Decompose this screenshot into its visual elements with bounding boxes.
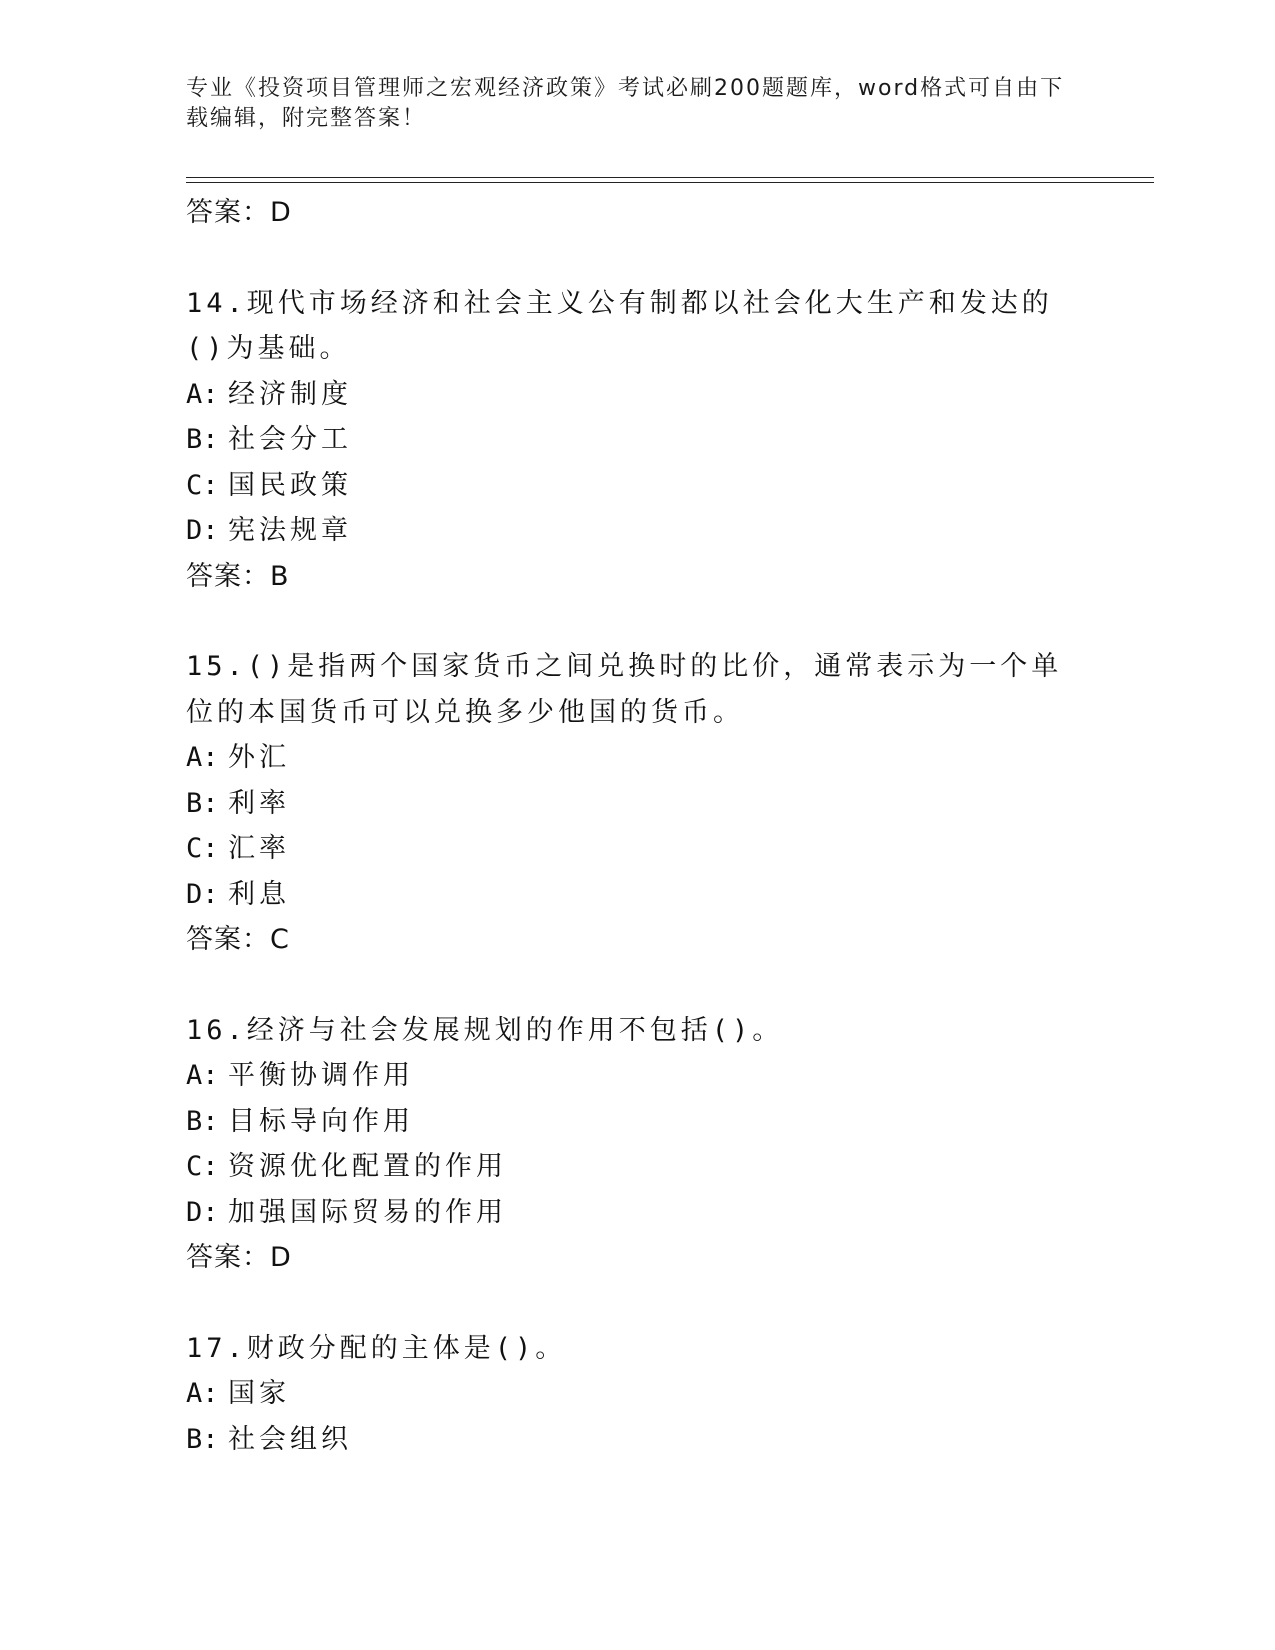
- option-label: B:: [186, 787, 219, 819]
- option-text: 利率: [228, 787, 290, 819]
- option-text: 社会组织: [228, 1423, 352, 1455]
- header-divider-line-2: [186, 182, 1154, 183]
- option-text: 加强国际贸易的作用: [228, 1196, 507, 1228]
- option-text: 利息: [228, 878, 290, 910]
- option-label: A:: [186, 1060, 219, 1091]
- question-block: [186, 281, 1066, 600]
- question-text: 15.()是指两个国家货币之间兑换时的比价，通常表示为一个单位的本国货币可以兑换多少他国的货币。: [186, 651, 1063, 728]
- option-label: D:: [186, 515, 219, 546]
- question-block: [186, 644, 1066, 963]
- option-item: [186, 781, 1066, 827]
- spacer: [186, 236, 1066, 281]
- option-item: [186, 1144, 1066, 1190]
- option-label: B:: [186, 424, 219, 455]
- option-item: [186, 826, 1066, 872]
- answer-line: 答案：D: [186, 197, 292, 228]
- question-text: 14.现代市场经济和社会主义公有制都以社会化大生产和发达的()为基础。: [186, 287, 1053, 364]
- option-label: C:: [186, 833, 219, 864]
- option-item: [186, 1099, 1066, 1145]
- option-text: 平衡协调作用: [228, 1060, 414, 1091]
- header-divider-line: [186, 177, 1154, 178]
- question-text: 16.经济与社会发展规划的作用不包括()。: [186, 1014, 784, 1046]
- option-text: 国家: [228, 1378, 290, 1409]
- page-header: 专业《投资项目管理师之宏观经济政策》考试必刷200题题库，word格式可自由下载编辑，附完整答案！: [186, 76, 1065, 131]
- option-label: B:: [186, 1423, 219, 1455]
- option-item: [186, 1417, 1066, 1463]
- option-text: 经济制度: [228, 378, 352, 410]
- option-label: A:: [186, 1378, 219, 1409]
- option-item: [186, 508, 1066, 554]
- option-label: A:: [186, 742, 219, 773]
- question-text: 17.财政分配的主体是()。: [186, 1332, 567, 1364]
- option-text: 目标导向作用: [228, 1105, 414, 1137]
- option-item: [186, 735, 1066, 781]
- option-item: [186, 463, 1066, 509]
- option-text: 国民政策: [228, 469, 352, 501]
- answer-line: 答案：B: [186, 560, 290, 592]
- option-text: 资源优化配置的作用: [228, 1151, 507, 1182]
- option-item: [186, 1371, 1066, 1417]
- option-label: D:: [186, 1196, 219, 1228]
- spacer: [186, 963, 1066, 1008]
- question-list: [186, 190, 1066, 1462]
- option-item: [186, 872, 1066, 918]
- option-label: A:: [186, 378, 219, 410]
- option-item: [186, 372, 1066, 418]
- option-item: [186, 1190, 1066, 1236]
- option-text: 宪法规章: [228, 515, 352, 546]
- option-label: B:: [186, 1105, 219, 1137]
- question-block: [186, 1326, 1066, 1463]
- option-text: 汇率: [228, 833, 290, 864]
- option-label: C:: [186, 1151, 219, 1182]
- spacer: [186, 599, 1066, 644]
- spacer: [186, 1281, 1066, 1326]
- option-item: [186, 417, 1066, 463]
- option-text: 外汇: [228, 742, 290, 773]
- option-item: [186, 1053, 1066, 1099]
- option-label: C:: [186, 469, 219, 501]
- option-label: D:: [186, 878, 219, 910]
- answer-line: 答案：D: [186, 1242, 292, 1273]
- option-text: 社会分工: [228, 424, 352, 455]
- answer-line: 答案：C: [186, 924, 290, 955]
- question-block: [186, 1008, 1066, 1281]
